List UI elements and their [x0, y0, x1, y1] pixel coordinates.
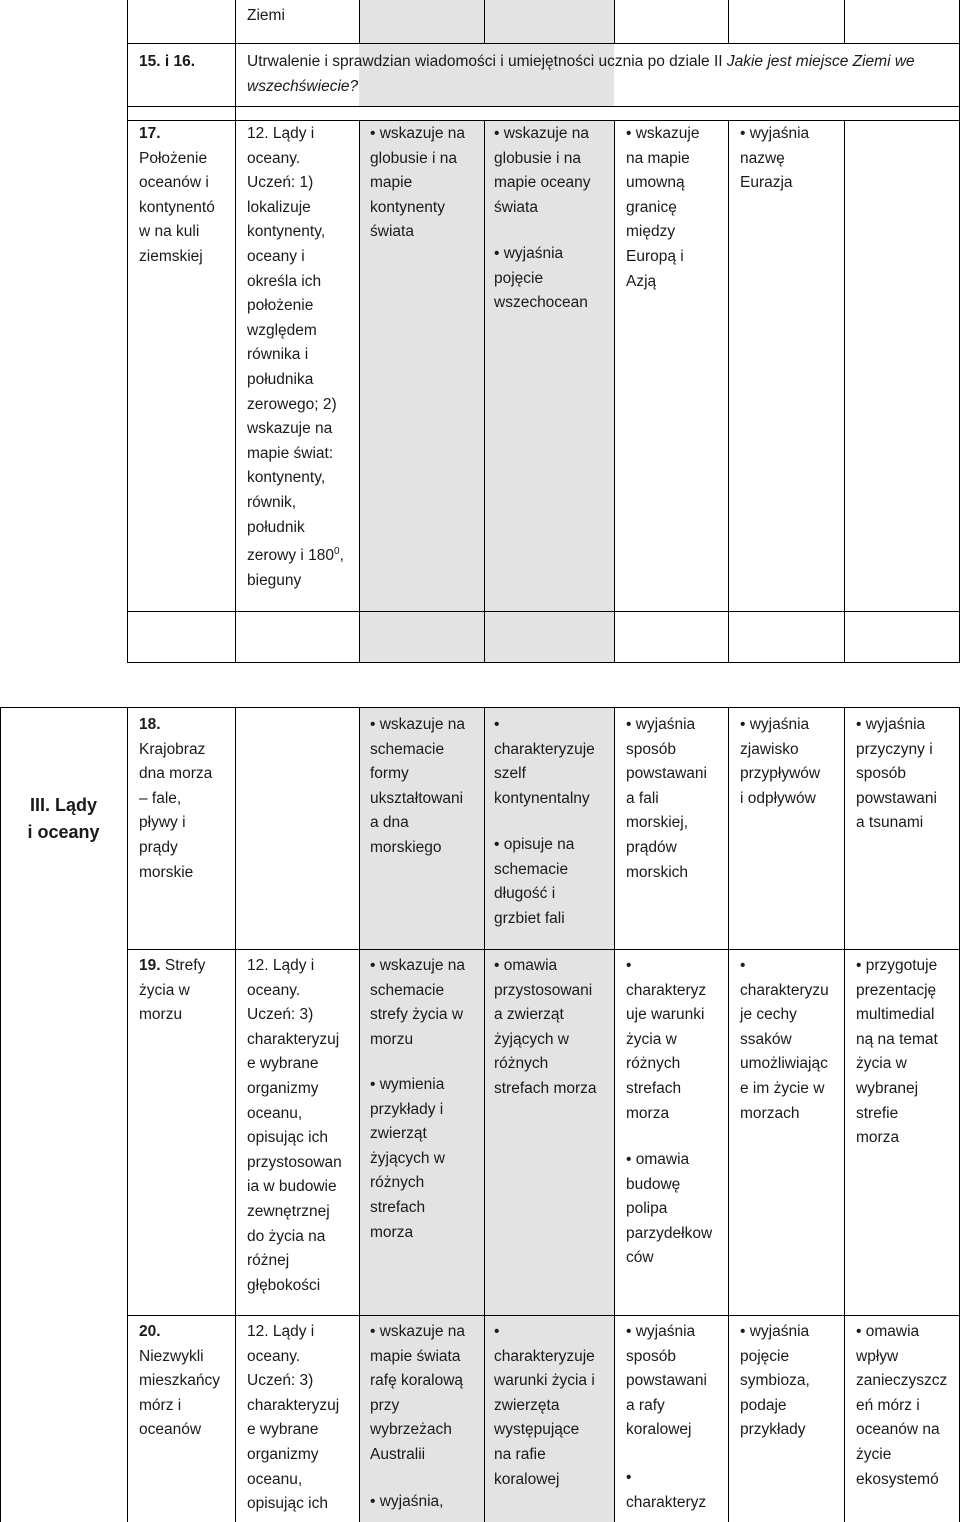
lesson-title — [139, 713, 212, 885]
lesson-title-text: Niezwykli mieszkańcy mórz i oceanów — [139, 1347, 220, 1439]
table-border — [359, 0, 360, 43]
table-border — [844, 0, 845, 43]
table-border — [127, 611, 960, 612]
table-border — [614, 707, 615, 1522]
table-border — [127, 949, 960, 950]
lesson-number: 20. — [139, 1323, 161, 1340]
requirement-extended: • wskazuje na globusie i na mapie oceany świata — [494, 125, 591, 216]
table-border — [127, 43, 960, 44]
curriculum-text: 12. Lądy i oceany. Uczeń: 3) charakteryzuj e wybrane organizmy oceanu, opisując ich przystosowan ia w budowie zewnętrznej do życia na różnej głębokości — [247, 957, 342, 1294]
table-border — [844, 120, 845, 662]
lesson-title — [139, 122, 215, 270]
lesson-number: 17. — [139, 125, 161, 142]
curriculum-text-end: , bieguny — [247, 547, 344, 589]
table-border — [614, 0, 615, 43]
lesson-summary — [247, 50, 952, 99]
table-border — [235, 707, 236, 1522]
lesson-number: 15. i 16. — [139, 53, 196, 70]
requirement-expanded: • charakteryz — [626, 1469, 707, 1511]
curriculum-text: 12. Lądy i oceany. Uczeń: 3) charakteryzuj e wybrane organizmy oceanu, opisując ich — [247, 1323, 340, 1513]
requirement-extended: • omawia przystosowani a zwierząt żyjących w różnych strefach morza — [494, 957, 597, 1097]
table-border — [127, 106, 960, 107]
table-border — [728, 0, 729, 43]
requirement-basic: • wskazuje na schemacie strefy życia w morzu — [370, 957, 466, 1048]
requirement-complex: • wyjaśnia pojęcie symbioza, podaje przykłady — [740, 1323, 810, 1439]
table-border — [235, 0, 236, 662]
requirement-expanded: • omawia budowę polipa parzydełkow ców — [626, 1151, 713, 1267]
requirement-expanded: • wskazuje na mapie umowną granicę między Europą i Azją — [626, 125, 700, 290]
requirement-complex: • charakteryzu je cechy ssaków umożliwiając e im życie w morzach — [740, 957, 829, 1122]
table-border — [484, 120, 485, 662]
lesson-title-text: Strefy życia w morzu — [139, 957, 206, 1024]
table-border — [844, 707, 845, 1522]
table-border — [0, 707, 960, 708]
lesson-title — [139, 1320, 220, 1443]
degree-superscript: 0 — [334, 546, 340, 558]
lesson-summary-italic: Jakie jest miejsce Ziemi we wszechświecie? — [247, 53, 915, 95]
requirement-extended: • opisuje na schemacie długość i grzbiet fali — [494, 836, 575, 927]
requirement-basic: • wskazuje na schemacie formy ukształtowani a dna morskiego — [370, 716, 466, 856]
lesson-title — [139, 954, 205, 1028]
requirement-expanded: • wyjaśnia sposób powstawani a fali morskiej, prądów morskich — [626, 716, 707, 881]
table-border — [127, 0, 128, 662]
requirement-expanded: • charakteryz uje warunki życia w różnych strefach morza — [626, 957, 707, 1122]
top-fragment-text: Ziemi — [247, 7, 285, 24]
table-border — [127, 120, 960, 121]
requirement-basic: • wyjaśnia, — [370, 1493, 444, 1510]
requirement-complex: • wyjaśnia zjawisko przypływów i odpływów — [740, 716, 821, 807]
table-border — [614, 120, 615, 662]
section-label: III. Lądy i oceany — [27, 795, 100, 842]
table-border — [127, 662, 960, 663]
requirement-basic: • wymienia przykłady i zwierząt żyjących w różnych strefach morza — [370, 1076, 445, 1241]
table-border — [359, 707, 360, 1522]
table-border — [127, 1315, 960, 1316]
requirement-beyond: • wyjaśnia przyczyny i sposób powstawani a tsunami — [856, 716, 937, 832]
requirement-extended: • charakteryzuje szelf kontynentalny — [494, 716, 595, 807]
table-border — [359, 120, 360, 662]
table-border — [728, 120, 729, 662]
requirement-beyond: • omawia wpływ zanieczyszcz eń mórz i oceanów na życie ekosystemó — [856, 1323, 948, 1488]
lesson-title-text: Krajobraz dna morza – fale, pływy i prądy morskie — [139, 740, 213, 881]
table-border — [484, 707, 485, 1522]
requirement-expanded: • wyjaśnia sposób powstawani a rafy koralowej — [626, 1323, 707, 1439]
requirement-extended: • wyjaśnia pojęcie wszechocean — [494, 245, 588, 312]
requirement-beyond: • przygotuje prezentację multimedial ną na temat życia w wybranej strefie morza — [856, 957, 938, 1147]
requirement-basic: • wskazuje na mapie świata rafę koralową przy wybrzeżach Australii — [370, 1323, 466, 1463]
requirement-basic: • wskazuje na globusie i na mapie kontynenty świata — [370, 125, 466, 241]
lesson-title-text: Położenie oceanów i kontynentó w na kuli ziemskiej — [139, 149, 215, 265]
lesson-number: 19. — [139, 957, 161, 974]
curriculum-text-main: 12. Lądy i oceany. Uczeń: 1) lokalizuje kontynenty, oceany i określa ich położenie względem równika i południka zerowego; 2) wskazuje na mapie świat: kontynenty, równik, południk zerowy i 180 — [247, 125, 337, 565]
lesson-summary-text: Utrwalenie i sprawdzian wiadomości i umiejętności ucznia po dziale II — [247, 53, 727, 70]
lesson-number: 18. — [139, 716, 161, 733]
requirement-complex: • wyjaśnia nazwę Eurazja — [740, 125, 810, 192]
table-border — [127, 707, 128, 1522]
table-border — [728, 707, 729, 1522]
curriculum-text — [247, 122, 344, 593]
table-border — [484, 0, 485, 43]
requirement-extended: • charakteryzuje warunki życia i zwierzęta występujące na rafie koralowej — [494, 1323, 595, 1488]
